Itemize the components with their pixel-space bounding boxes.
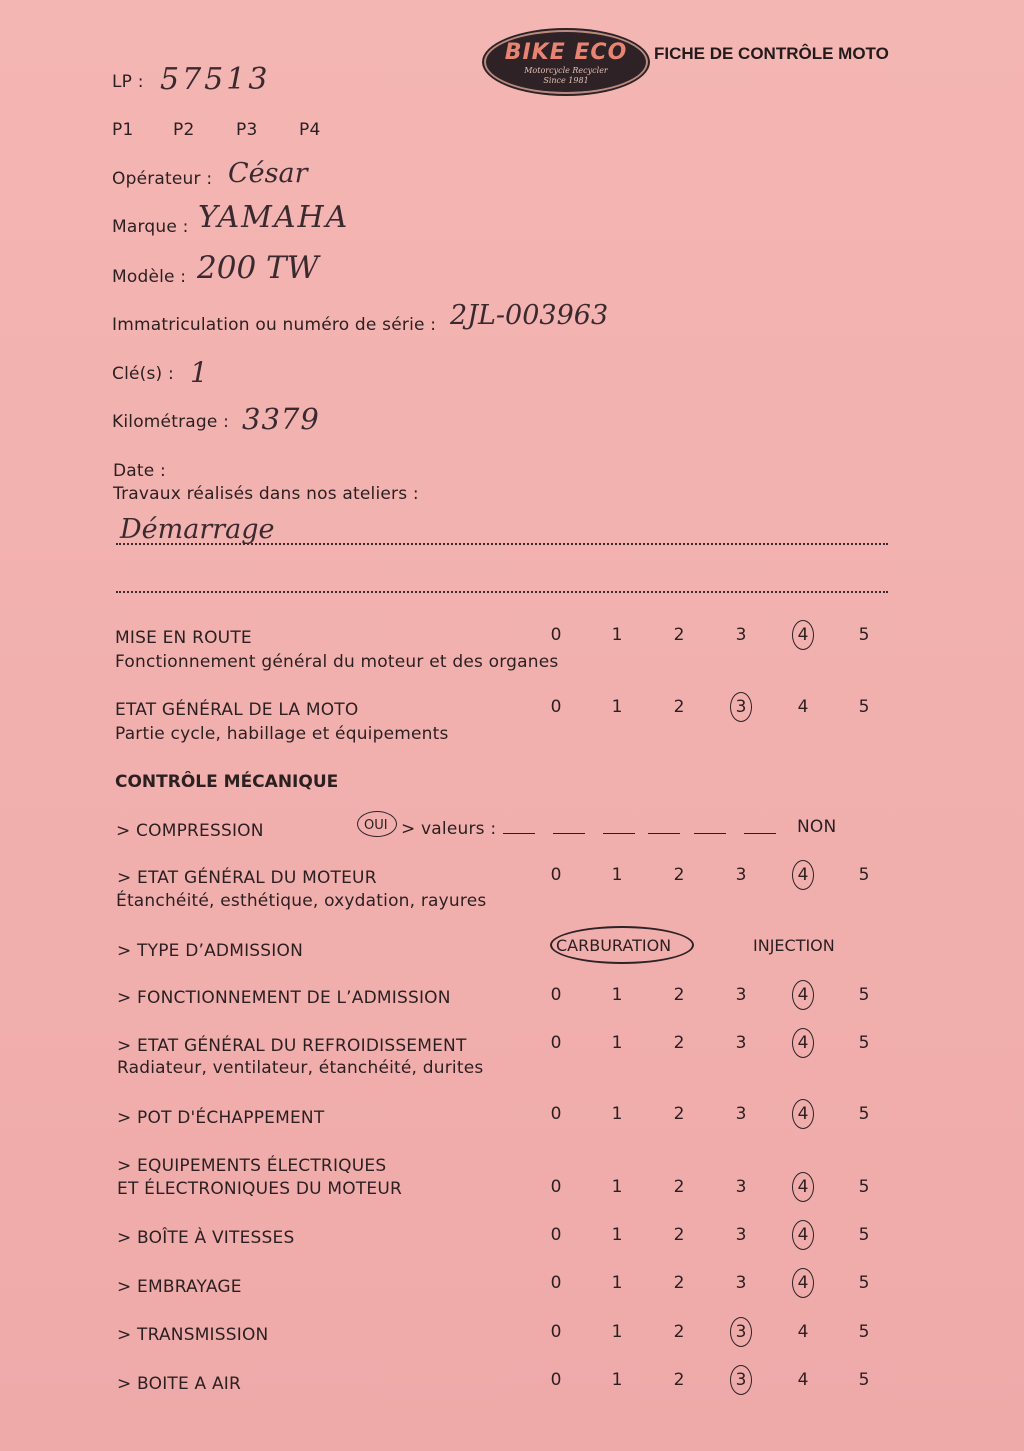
startup-score-4: 4 (797, 625, 809, 645)
exhaust-score-2: 2 (673, 1104, 685, 1124)
form-title: FICHE DE CONTRÔLE MOTO (654, 44, 889, 63)
exhaust-score-5: 5 (858, 1104, 870, 1124)
startup-score-1: 1 (611, 625, 623, 645)
cooling-score-0: 0 (550, 1033, 562, 1053)
startup-score-5: 5 (858, 625, 870, 645)
admission-selected-circle (792, 980, 814, 1010)
exhaust-title: > POT D'ÉCHAPPEMENT (117, 1108, 325, 1128)
exhaust-score-0: 0 (550, 1104, 562, 1124)
compression-value-1 (503, 833, 535, 834)
electrical-title: > EQUIPEMENTS ÉLECTRIQUES (117, 1156, 387, 1176)
electrical-score-4: 4 (797, 1177, 809, 1197)
cooling-score-2: 2 (673, 1033, 685, 1053)
condition-score-0: 0 (550, 697, 562, 717)
lp-value: 57513 (160, 62, 271, 97)
serial-value: 2JL-003963 (450, 300, 609, 331)
position-p1: P1 (112, 120, 134, 140)
electrical-score-1: 1 (611, 1177, 623, 1197)
electrical-title2: ET ÉLECTRONIQUES DU MOTEUR (117, 1179, 402, 1199)
works-value: Démarrage (120, 514, 275, 545)
admission-type-label: > TYPE D’ADMISSION (117, 941, 304, 961)
admission-score-3: 3 (735, 985, 747, 1005)
engine-score-4: 4 (797, 865, 809, 885)
condition-subtitle: Partie cycle, habillage et équipements (115, 724, 449, 744)
lp-label: LP : (112, 72, 144, 92)
startup-score-3: 3 (735, 625, 747, 645)
logo-tagline: Motorcycle Recycler (524, 66, 608, 75)
startup-subtitle: Fonctionnement général du moteur et des organes (115, 652, 559, 672)
exhaust-selected-circle (792, 1099, 814, 1129)
engine-subtitle: Étanchéité, esthétique, oxydation, rayures (116, 891, 487, 911)
airbox-title: > BOITE A AIR (117, 1374, 242, 1394)
exhaust-score-3: 3 (735, 1104, 747, 1124)
condition-score-3: 3 (735, 697, 747, 717)
admission-carburation: CARBURATION (556, 936, 672, 955)
logo-since: Since 1981 (543, 76, 589, 85)
gearbox-score-2: 2 (673, 1225, 685, 1245)
position-p2: P2 (173, 120, 195, 140)
exhaust-score-1: 1 (611, 1104, 623, 1124)
date-label: Date : (113, 461, 166, 481)
cooling-score-5: 5 (858, 1033, 870, 1053)
electrical-score-5: 5 (858, 1177, 870, 1197)
engine-title: > ETAT GÉNÉRAL DU MOTEUR (117, 868, 377, 888)
clutch-score-4: 4 (797, 1273, 809, 1293)
transmission-score-4: 4 (797, 1322, 809, 1342)
condition-score-1: 1 (611, 697, 623, 717)
condition-score-2: 2 (673, 697, 685, 717)
gearbox-score-3: 3 (735, 1225, 747, 1245)
compression-value-4 (648, 833, 680, 834)
engine-score-3: 3 (735, 865, 747, 885)
admission-score-1: 1 (611, 985, 623, 1005)
clutch-score-1: 1 (611, 1273, 623, 1293)
transmission-title: > TRANSMISSION (117, 1325, 269, 1345)
brand-label: Marque : (112, 217, 189, 237)
engine-score-1: 1 (611, 865, 623, 885)
works-line-1 (116, 543, 888, 545)
engine-score-0: 0 (550, 865, 562, 885)
cooling-score-3: 3 (735, 1033, 747, 1053)
compression-value-6 (744, 833, 776, 834)
airbox-score-4: 4 (797, 1370, 809, 1390)
engine-score-2: 2 (673, 865, 685, 885)
airbox-selected-circle (730, 1365, 752, 1395)
transmission-score-1: 1 (611, 1322, 623, 1342)
model-value: 200 TW (197, 250, 319, 286)
keys-value: 1 (190, 356, 208, 389)
transmission-selected-circle (730, 1317, 752, 1347)
logo-brand: BIKE ECO (504, 40, 628, 65)
mileage-value: 3379 (242, 402, 320, 436)
bike-eco-logo (484, 30, 648, 94)
mileage-label: Kilométrage : (112, 412, 230, 432)
gearbox-score-4: 4 (797, 1225, 809, 1245)
admission-score-4: 4 (797, 985, 809, 1005)
airbox-score-0: 0 (550, 1370, 562, 1390)
operator-value: César (228, 158, 308, 189)
airbox-score-3: 3 (735, 1370, 747, 1390)
works-line-2 (116, 591, 888, 593)
cooling-score-4: 4 (797, 1033, 809, 1053)
admission-injection: INJECTION (753, 936, 835, 955)
cooling-score-1: 1 (611, 1033, 623, 1053)
gearbox-selected-circle (792, 1220, 814, 1250)
serial-label: Immatriculation ou numéro de série : (112, 315, 437, 335)
startup-selected-circle (792, 620, 814, 650)
condition-title: ETAT GÉNÉRAL DE LA MOTO (115, 700, 359, 720)
transmission-score-3: 3 (735, 1322, 747, 1342)
engine-selected-circle (792, 860, 814, 890)
airbox-score-5: 5 (858, 1370, 870, 1390)
condition-score-4: 4 (797, 697, 809, 717)
startup-title: MISE EN ROUTE (115, 628, 252, 648)
keys-label: Clé(s) : (112, 364, 174, 384)
condition-score-5: 5 (858, 697, 870, 717)
startup-score-2: 2 (673, 625, 685, 645)
operator-label: Opérateur : (112, 169, 213, 189)
clutch-title: > EMBRAYAGE (117, 1277, 242, 1297)
admission-score-2: 2 (673, 985, 685, 1005)
brand-value: YAMAHA (198, 200, 350, 235)
gearbox-score-5: 5 (858, 1225, 870, 1245)
electrical-score-2: 2 (673, 1177, 685, 1197)
condition-selected-circle (730, 692, 752, 722)
position-p4: P4 (299, 120, 321, 140)
clutch-score-0: 0 (550, 1273, 562, 1293)
compression-oui: OUI (364, 818, 388, 833)
electrical-selected-circle (792, 1172, 814, 1202)
clutch-score-5: 5 (858, 1273, 870, 1293)
compression-value-2 (553, 833, 585, 834)
airbox-score-1: 1 (611, 1370, 623, 1390)
clutch-selected-circle (792, 1268, 814, 1298)
engine-score-5: 5 (858, 865, 870, 885)
admission-score-5: 5 (858, 985, 870, 1005)
position-p3: P3 (236, 120, 258, 140)
electrical-score-0: 0 (550, 1177, 562, 1197)
admission-title: > FONCTIONNEMENT DE L’ADMISSION (117, 988, 451, 1008)
mechanical-section-title: CONTRÔLE MÉCANIQUE (115, 772, 339, 792)
cooling-subtitle: Radiateur, ventilateur, étanchéité, durites (117, 1058, 484, 1078)
compression-values-label: > valeurs : (401, 819, 497, 839)
transmission-score-5: 5 (858, 1322, 870, 1342)
cooling-selected-circle (792, 1028, 814, 1058)
compression-label: > COMPRESSION (116, 821, 264, 841)
compression-value-5 (694, 833, 726, 834)
startup-score-0: 0 (550, 625, 562, 645)
works-label: Travaux réalisés dans nos ateliers : (113, 484, 419, 504)
compression-non: NON (797, 817, 837, 837)
gearbox-score-0: 0 (550, 1225, 562, 1245)
transmission-score-0: 0 (550, 1322, 562, 1342)
exhaust-score-4: 4 (797, 1104, 809, 1124)
compression-value-3 (603, 833, 635, 834)
airbox-score-2: 2 (673, 1370, 685, 1390)
admission-score-0: 0 (550, 985, 562, 1005)
gearbox-title: > BOÎTE À VITESSES (117, 1228, 295, 1248)
electrical-score-3: 3 (735, 1177, 747, 1197)
cooling-title: > ETAT GÉNÉRAL DU REFROIDISSEMENT (117, 1036, 467, 1056)
clutch-score-2: 2 (673, 1273, 685, 1293)
model-label: Modèle : (112, 267, 187, 287)
clutch-score-3: 3 (735, 1273, 747, 1293)
transmission-score-2: 2 (673, 1322, 685, 1342)
gearbox-score-1: 1 (611, 1225, 623, 1245)
